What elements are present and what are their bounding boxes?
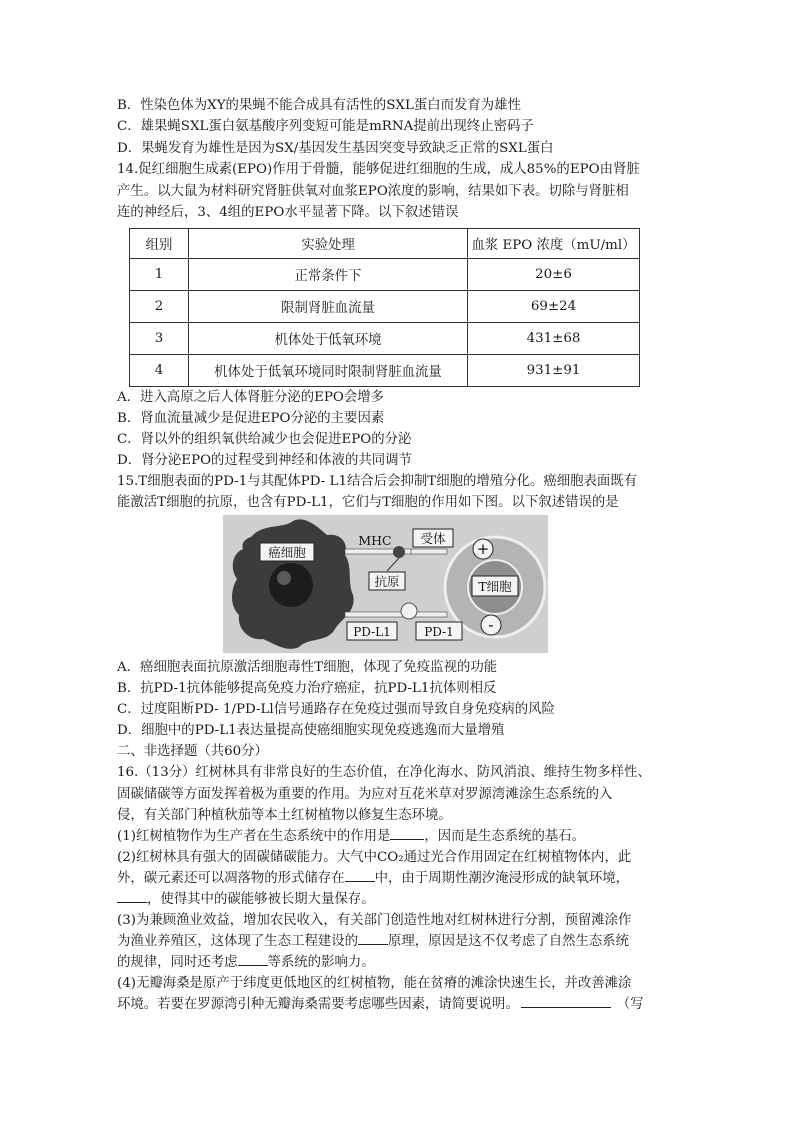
q16-p3-text-b: 为渔业养殖区，这体现了生态工程建设的: [117, 934, 359, 949]
minus-sign: -: [488, 616, 494, 634]
receptor-bar: [411, 549, 447, 554]
q15-option-d: D．细胞中的PD-L1表达量提高使癌细胞实现免疫逃逸而大量增殖: [117, 723, 505, 738]
q16-stem-line-2: 固碳储碳等方面发挥着极为重要的作用。为应对互花米草对罗源湾滩涂生态系统的入: [117, 787, 613, 802]
table-row: [130, 291, 640, 323]
table-cell: 3: [130, 323, 189, 355]
q14-option-b: B．肾血流量减少是促进EPO分泌的主要因素: [117, 411, 385, 426]
q16-p2-text-d: ，使得其中的碳能够被长期大量保存。: [147, 892, 375, 907]
q16-p1-text-a: (1)红树植物作为生产者在生态系统中的作用是: [117, 829, 391, 844]
table-cell: 机体处于低氧环境同时限制肾脏血流量: [189, 355, 468, 387]
q13-option-d: D．果蝇发育为雄性是因为SX/基因发生基因突变导致缺乏正常的SXL蛋白: [117, 141, 554, 156]
nucleus-highlight: [277, 571, 291, 585]
table-header-group: 组别: [130, 229, 189, 259]
table-cell: 431±68: [468, 323, 640, 355]
q15-option-b: B．抗PD-1抗体能够提高免疫力治疗癌症，抗PD-L1抗体则相反: [117, 681, 497, 696]
q14-stem-line-3: 连的神经后，3、4组的EPO水平显著下降。以下叙述错误: [117, 205, 459, 220]
q16-p4-line-2: [117, 995, 644, 1015]
pdl1-bar: [345, 612, 405, 617]
q16-p1-text-b: ，因而是生态系统的基石。: [424, 829, 586, 844]
q14-option-d: D．肾分泌EPO的过程受到神经和体液的共同调节: [117, 453, 412, 468]
section-heading: 二、非选择题（共60分）: [117, 744, 268, 759]
answer-blank[interactable]: [390, 827, 424, 840]
table-cell: 1: [130, 259, 189, 291]
table-header-treatment: 实验处理: [189, 229, 468, 259]
q16-p2-text-c: 中，由于周期性潮汐淹浸形成的缺氧环境，: [374, 871, 630, 886]
cancer-cell-label: 癌细胞: [268, 545, 306, 560]
table-row: [130, 323, 640, 355]
q16-stem-line-1: 16.（13分）红树林具有非常良好的生态价值，在净化海水、防风消浪、维持生物多样性、: [117, 765, 651, 780]
q16-p3-line-3: [117, 953, 375, 973]
q14-option-a: A．进入高原之后人体肾脏分泌的EPO会增多: [117, 390, 385, 405]
mhc-label: MHC: [358, 533, 392, 548]
q16-p3-text-c: 原理，原因是这不仅考虑了自然生态系统: [388, 934, 630, 949]
receptor-label: 受体: [420, 531, 446, 546]
table-cell: 4: [130, 355, 189, 387]
q14-option-c: C．肾以外的组织氧供给减少也会促进EPO的分泌: [117, 432, 412, 447]
q16-p4-text-c: （写: [616, 997, 644, 1012]
pd1-bar: [413, 612, 447, 617]
table-row: [130, 259, 640, 291]
table-header-row: [130, 229, 640, 259]
q16-part-1: [117, 827, 585, 847]
cancer-cell-nucleus: [269, 563, 313, 607]
q16-p3-text-e: 等系统的影响力。: [267, 955, 375, 970]
table-cell: 2: [130, 291, 189, 323]
q16-p3-text-d: 的规律，同时还考虑: [117, 955, 238, 970]
q16-p4-text-b: 环境。若要在罗源湾引种无瓣海桑需要考虑哪些因素，请简要说明。: [117, 997, 519, 1012]
answer-blank[interactable]: [117, 890, 147, 903]
q16-p3-line-1: (3)为兼顾渔业效益，增加农民收入，有关部门创造性地对红树林进行分割，预留滩涂作: [117, 913, 632, 928]
q15-stem-line-2: 能激活T细胞的抗原，也含有PD-L1，它们与T细胞的作用如下图。以下叙述错误的是: [117, 495, 619, 510]
table-cell: 机体处于低氧环境: [189, 323, 468, 355]
answer-blank[interactable]: [345, 869, 375, 882]
antigen-label: 抗原: [374, 574, 400, 589]
answer-blank[interactable]: [238, 953, 268, 966]
q16-p2-line-3: [117, 890, 375, 910]
answer-blank[interactable]: [358, 932, 388, 945]
pdl1-label: PD-L1: [353, 625, 391, 639]
q15-option-a: A．癌细胞表面抗原激活细胞毒性T细胞，体现了免疫监视的功能: [117, 660, 498, 675]
q16-p3-line-2: [117, 932, 629, 952]
q14-stem-line-1: 14.促红细胞生成素(EPO)作用于骨髓，能够促进红细胞的生成，成人85%的EPO由肾脏: [117, 162, 640, 177]
table-cell: 20±6: [468, 259, 640, 291]
q15-option-c: C．过度阻断PD- 1/PD-Ll信号通路存在免疫过强而导致自身免疫病的风险: [117, 702, 555, 717]
table-header-epo: 血浆 EPO 浓度（mU/ml）: [468, 229, 640, 259]
q16-stem-line-3: 侵，有关部门种植秋茄等本土红树植物以修复生态环境。: [117, 808, 452, 823]
q13-option-b: B．性染色体为XY的果蝇不能合成具有活性的SXL蛋白而发育为雄性: [117, 98, 521, 113]
epo-table: [129, 228, 640, 387]
table-cell: 69±24: [468, 291, 640, 323]
plus-sign: +: [476, 540, 490, 558]
table-cell: 正常条件下: [189, 259, 468, 291]
t-cell-label: T细胞: [478, 579, 512, 594]
pd1-label: PD-1: [424, 625, 454, 639]
q16-p2-line-1: (2)红树林具有强大的固碳储碳能力。大气中CO₂通过光合作用固定在红树植物体内，此: [117, 850, 632, 865]
antigen-dot: [393, 546, 405, 558]
binding-site: [401, 603, 417, 619]
q16-p2-line-2: [117, 869, 629, 889]
q15-stem-line-1: 15.T细胞表面的PD-1与其配体PD- L1结合后会抑制T细胞的增殖分化。癌细胞表面既有: [117, 474, 638, 489]
immune-cell-diagram: [223, 515, 548, 653]
answer-blank[interactable]: [521, 995, 611, 1008]
table-cell: 限制肾脏血流量: [189, 291, 468, 323]
table-row: [130, 355, 640, 387]
q13-option-c: C．雄果蝇SXL蛋白氨基酸序列变短可能是mRNA提前出现终止密码子: [117, 119, 534, 134]
table-cell: 931±91: [468, 355, 640, 387]
q14-stem-line-2: 产生。以大鼠为材料研究肾脏供氧对血浆EPO浓度的影响，结果如下表。切除与肾脏相: [117, 184, 629, 199]
q16-p4-line-1: (4)无瓣海桑是原产于纬度更低地区的红树植物，能在贫瘠的滩涂快速生长，并改善滩涂: [117, 976, 632, 991]
q16-p2-text-b: 外，碳元素还可以凋落物的形式储存在: [117, 871, 345, 886]
